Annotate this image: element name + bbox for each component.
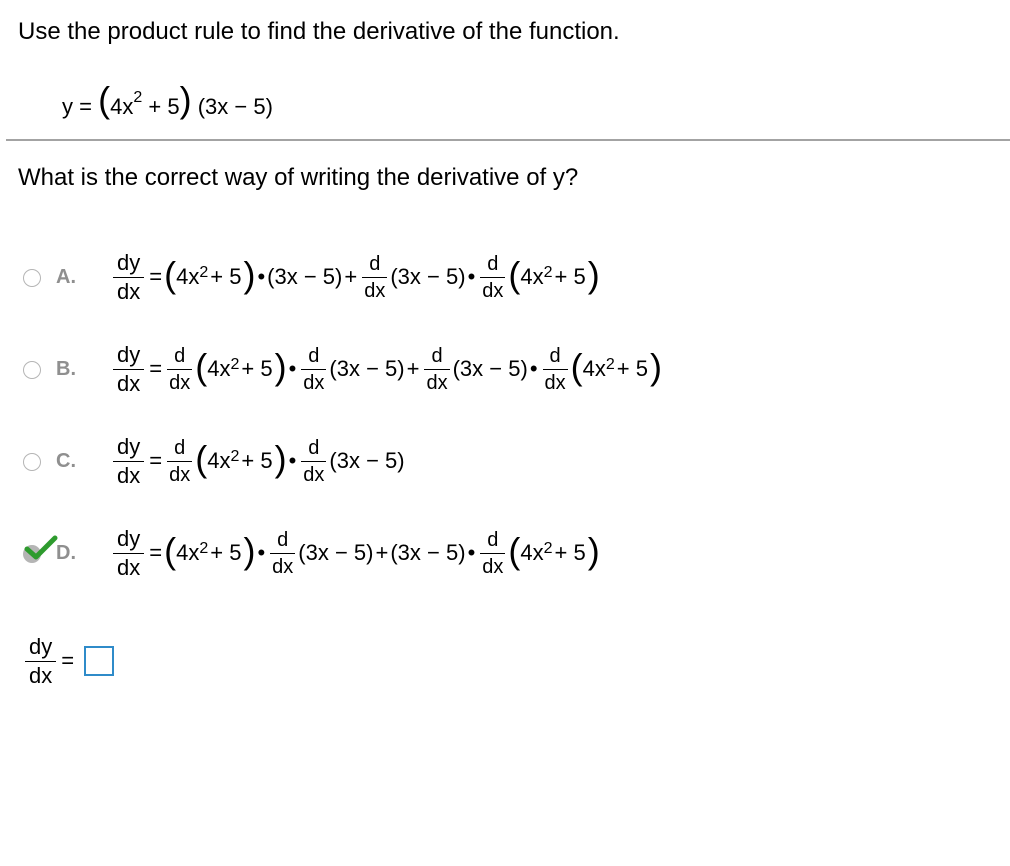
option-c-expression: $\frac{dy}{dx}$ = $\frac{d}{dx}$ ( 4x $^2$ + 5 ) • $\frac{d}{dx}$ (3x − 5): [110, 426, 405, 496]
answer-fraction: $\frac{dy}{dx}$: [25, 636, 56, 687]
option-c[interactable]: [0, 426, 1000, 496]
radio-button[interactable]: [23, 361, 41, 379]
option-letter: C.: [56, 450, 76, 472]
divider: [6, 139, 1010, 141]
answer-input[interactable]: [84, 646, 114, 676]
function-expression: $y = (4x^2 + 5) (3x - 5)$: [62, 79, 273, 120]
function-lhs: y =: [62, 94, 92, 119]
option-letter: A.: [56, 266, 76, 288]
fraction-dy-dx: $\frac{dy}{dx}$: [113, 252, 144, 303]
fraction-d-dx: $\frac{d}{dx}$: [482, 252, 504, 302]
option-b-expression: $\frac{dy}{dx}$ = $\frac{d}{dx}$ ( 4x $^2$ + 5 ) • $\frac{d}{dx}$ (3x − 5) + $\frac{d}{dx}$ (3x − 5) • $\frac{d}{dx}$ ( 4x $^2$ + 5 ): [110, 334, 662, 404]
prompt-text: What is the correct way of writing the derivative of y?: [18, 164, 579, 191]
option-a-expression: $\frac{dy}{dx}$ = ( 4x $^2$ + 5 ) • (3x − 5) + $\frac{d}{dx}$ (3x − 5) • $\frac{d}{dx}$ ( 4x $^2$ + 5 ): [110, 242, 600, 312]
radio-button[interactable]: [23, 453, 41, 471]
fraction-d-dx: $\frac{d}{dx}$: [364, 252, 386, 302]
radio-button[interactable]: [23, 269, 41, 287]
option-d[interactable]: [0, 518, 1000, 588]
checkmark-icon: [24, 534, 58, 564]
option-letter: D.: [56, 542, 76, 564]
instruction-text: Use the product rule to find the derivative of the function.: [18, 18, 620, 45]
option-b[interactable]: [0, 334, 1000, 404]
option-d-expression: $\frac{dy}{dx}$ = ( 4x $^2$ + 5 ) • $\frac{d}{dx}$ (3x − 5) + (3x − 5) • $\frac{d}{dx}$ ( 4x $^2$ + 5 ): [110, 518, 600, 588]
option-letter: B.: [56, 358, 76, 380]
answer-row: $\frac{dy}{dx}$ =: [22, 626, 114, 696]
option-a[interactable]: [0, 242, 1000, 312]
